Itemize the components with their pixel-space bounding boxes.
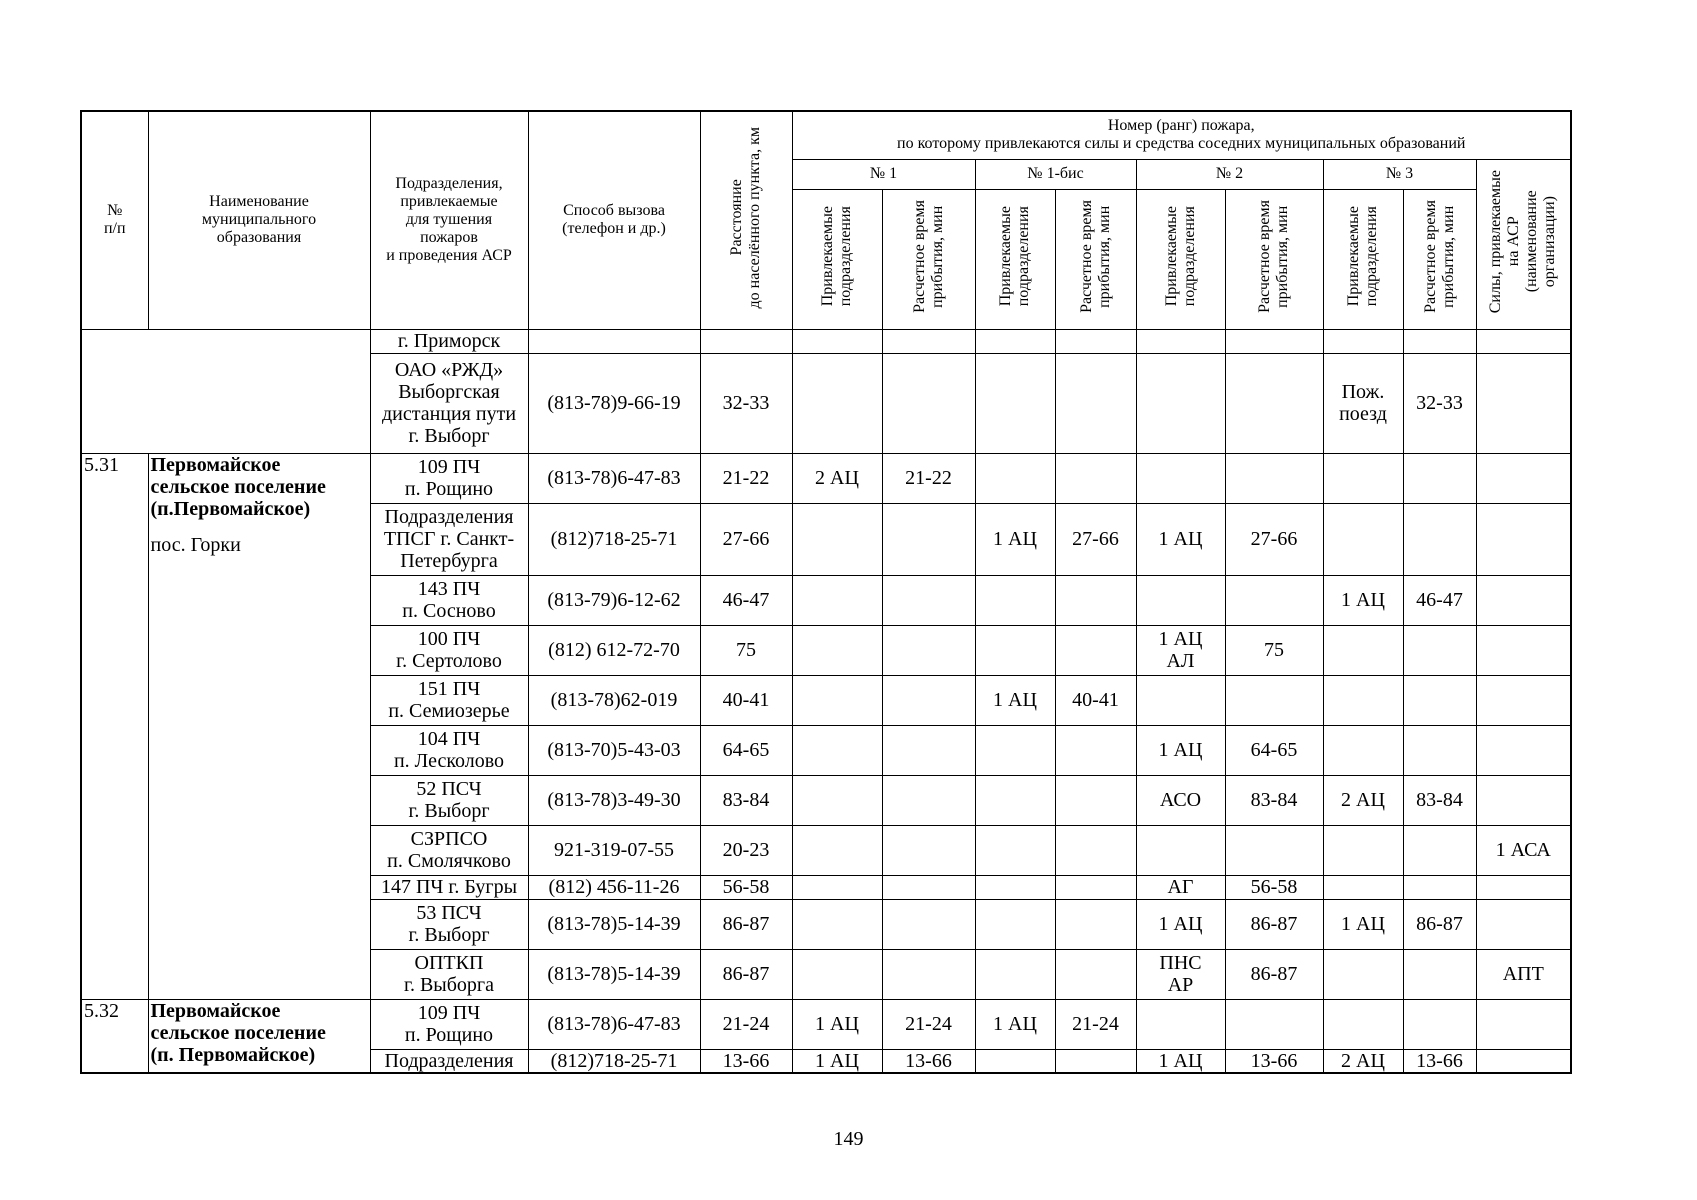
rank1bis-units-cell <box>975 453 1055 503</box>
asr-text: 1 АСА <box>1495 839 1551 861</box>
rank2-time-cell <box>1225 999 1323 1049</box>
header-rank-2-units: Привлекаемые подразделения <box>1136 189 1225 329</box>
rank2-units-text: 1 АЦ <box>1158 528 1203 550</box>
rank1-time-cell <box>882 825 975 875</box>
rank1bis-time-cell <box>1055 825 1136 875</box>
rank1bis-units-cell <box>975 353 1055 453</box>
rank2-units-text: 1 АЦ АЛ <box>1158 628 1203 672</box>
rank3-units-cell <box>1323 625 1403 675</box>
header-rank-1-time: Расчетное время прибытия, мин <box>882 189 975 329</box>
rank2-time-text: 86-87 <box>1250 963 1298 985</box>
rank1-time-cell <box>882 899 975 949</box>
rank2-units-text: 1 АЦ <box>1158 1049 1203 1072</box>
rank1bis-units-cell <box>975 625 1055 675</box>
header-rank-1bis: № 1-бис <box>975 159 1136 189</box>
header-units: Подразделения, привлекаемые для тушения пожаров и проведения АСР <box>370 111 528 329</box>
header-rank-1bis-time: Расчетное время прибытия, мин <box>1055 189 1136 329</box>
phone-text: (813-78)6-47-83 <box>547 467 681 489</box>
unit-text: 109 ПЧ п. Рощино <box>404 456 494 500</box>
distance-cell <box>700 675 792 725</box>
unit-text: 100 ПЧ г. Сертолово <box>396 628 502 672</box>
asr-cell <box>1476 999 1571 1049</box>
header-num: № п/п <box>81 111 148 329</box>
rank2-time-cell <box>1225 825 1323 875</box>
rank1-time-text: 13-66 <box>905 1049 952 1072</box>
rank3-time-text: 86-87 <box>1416 913 1463 935</box>
phone-cell <box>528 999 700 1049</box>
rank1-time-cell <box>882 329 975 353</box>
asr-cell <box>1476 899 1571 949</box>
rank2-units-cell <box>1136 675 1225 725</box>
asr-cell <box>1476 949 1571 999</box>
header-rank-1-units: Привлекаемые подразделения <box>792 189 882 329</box>
phone-cell <box>528 625 700 675</box>
asr-cell <box>1476 453 1571 503</box>
rank2-time-cell <box>1225 949 1323 999</box>
header-call-method: Способ вызова (телефон и др.) <box>528 111 700 329</box>
rank1-time-cell <box>882 675 975 725</box>
phone-cell <box>528 575 700 625</box>
rank2-time-cell <box>1225 575 1323 625</box>
header-distance: Расстояние до населённого пункта, км <box>700 111 792 329</box>
asr-cell <box>1476 775 1571 825</box>
rank3-time-cell <box>1403 899 1476 949</box>
distance-cell <box>700 999 792 1049</box>
unit-text: ОАО «РЖД» Выборгская дистанция пути г. Выборг <box>381 359 517 447</box>
rank1-units-cell <box>792 725 882 775</box>
distance-text: 21-22 <box>722 467 770 489</box>
unit-cell <box>370 353 528 453</box>
rank2-time-cell <box>1225 725 1323 775</box>
rank1bis-units-cell <box>975 999 1055 1049</box>
rank3-time-cell <box>1403 625 1476 675</box>
rank2-units-cell <box>1136 825 1225 875</box>
phone-cell <box>528 1049 700 1073</box>
unit-cell <box>370 575 528 625</box>
asr-cell <box>1476 825 1571 875</box>
rank1bis-time-cell <box>1055 775 1136 825</box>
rank2-time-cell <box>1225 503 1323 575</box>
unit-text: СЗРПСО п. Смолячково <box>387 828 511 872</box>
rank1bis-time-text: 27-66 <box>1072 528 1119 550</box>
table-row <box>81 329 1571 353</box>
rank2-units-cell <box>1136 503 1225 575</box>
asr-cell <box>1476 875 1571 899</box>
rank3-units-cell <box>1323 453 1403 503</box>
rank1bis-time-cell <box>1055 725 1136 775</box>
rank2-time-text: 83-84 <box>1250 789 1298 811</box>
municipality-cell <box>148 999 370 1073</box>
rank3-units-text: Пож. поезд <box>1339 381 1387 425</box>
rank2-time-text: 75 <box>1264 639 1284 661</box>
rank3-units-cell <box>1323 503 1403 575</box>
rank3-time-cell <box>1403 503 1476 575</box>
distance-text: 75 <box>736 639 756 661</box>
header-rank-1bis-units: Привлекаемые подразделения <box>975 189 1055 329</box>
unit-cell <box>370 625 528 675</box>
phone-text: (812)718-25-71 <box>550 1049 678 1072</box>
distance-cell <box>700 725 792 775</box>
rank1bis-units-cell <box>975 503 1055 575</box>
unit-text: 104 ПЧ п. Лесколово <box>393 728 505 772</box>
rank3-time-cell <box>1403 453 1476 503</box>
rank1-units-cell <box>792 775 882 825</box>
distance-text: 13-66 <box>722 1049 770 1072</box>
phone-cell <box>528 675 700 725</box>
rank1-units-cell <box>792 329 882 353</box>
rank3-time-text: 32-33 <box>1416 392 1463 414</box>
distance-cell <box>700 775 792 825</box>
rank1bis-time-cell <box>1055 353 1136 453</box>
phone-text: (813-78)6-47-83 <box>547 1013 681 1035</box>
rank2-time-cell <box>1225 453 1323 503</box>
rank1-units-cell <box>792 999 882 1049</box>
distance-text: 40-41 <box>722 689 770 711</box>
rank3-units-cell <box>1323 775 1403 825</box>
asr-cell <box>1476 329 1571 353</box>
rank1bis-time-cell <box>1055 875 1136 899</box>
rank2-time-cell <box>1225 875 1323 899</box>
rank1-units-cell <box>792 899 882 949</box>
rank1-units-cell <box>792 625 882 675</box>
rank3-time-cell <box>1403 949 1476 999</box>
rank2-units-text: 1 АЦ <box>1158 739 1203 761</box>
rank1-time-text: 21-22 <box>905 467 952 489</box>
rank1-units-cell <box>792 453 882 503</box>
distance-text: 21-24 <box>722 1013 770 1035</box>
rank2-units-cell <box>1136 329 1225 353</box>
rank2-units-cell <box>1136 999 1225 1049</box>
asr-cell <box>1476 503 1571 575</box>
unit-cell <box>370 725 528 775</box>
rank3-units-cell <box>1323 329 1403 353</box>
asr-text: АПТ <box>1502 963 1544 985</box>
rank1bis-units-text: 1 АЦ <box>993 689 1037 711</box>
rank1bis-units-cell <box>975 825 1055 875</box>
rank2-time-cell <box>1225 353 1323 453</box>
phone-text: (813-79)6-12-62 <box>547 589 681 611</box>
rank3-time-cell <box>1403 999 1476 1049</box>
rank3-units-text: 2 АЦ <box>1341 789 1385 811</box>
rank1bis-time-cell <box>1055 899 1136 949</box>
rank2-time-text: 64-65 <box>1250 739 1298 761</box>
rank3-units-text: 2 АЦ <box>1341 1049 1385 1072</box>
distance-text: 86-87 <box>722 913 770 935</box>
rank2-time-cell <box>1225 329 1323 353</box>
rank2-units-text: АСО <box>1159 789 1202 811</box>
rank2-units-cell <box>1136 575 1225 625</box>
unit-text: 143 ПЧ п. Сосново <box>402 578 496 622</box>
phone-cell <box>528 329 700 353</box>
rank1bis-units-cell <box>975 775 1055 825</box>
unit-text: 52 ПСЧ г. Выборг <box>408 778 490 822</box>
table-row <box>81 453 1571 503</box>
rank1bis-units-cell <box>975 949 1055 999</box>
municipality-name: Первомайское сельское поселение (п.Первомайское) <box>150 453 326 520</box>
rank2-units-cell <box>1136 453 1225 503</box>
rank2-time-text: 13-66 <box>1250 1049 1298 1072</box>
distance-text: 32-33 <box>722 392 770 414</box>
rank2-units-cell <box>1136 353 1225 453</box>
rank1bis-time-cell <box>1055 503 1136 575</box>
rank3-time-cell <box>1403 675 1476 725</box>
distance-cell <box>700 875 792 899</box>
phone-cell <box>528 725 700 775</box>
rank3-units-cell <box>1323 875 1403 899</box>
distance-text: 27-66 <box>722 528 770 550</box>
rank3-units-cell <box>1323 899 1403 949</box>
rank2-time-cell <box>1225 625 1323 675</box>
rank1bis-time-cell <box>1055 575 1136 625</box>
municipality-name: Первомайское сельское поселение (п. Первомайское) <box>150 999 326 1066</box>
rank1-units-cell <box>792 875 882 899</box>
rank1-time-cell <box>882 625 975 675</box>
unit-cell <box>370 825 528 875</box>
unit-text: Подразделения ТПСГ г. Санкт- Петербурга <box>383 506 515 572</box>
header-municipality: Наименование муниципального образования <box>148 111 370 329</box>
distance-cell <box>700 503 792 575</box>
distance-cell <box>700 575 792 625</box>
rank2-units-cell <box>1136 1049 1225 1073</box>
rank2-time-cell <box>1225 675 1323 725</box>
rank1bis-units-text: 1 АЦ <box>993 528 1037 550</box>
phone-text: (813-78)3-49-30 <box>547 789 681 811</box>
municipality-cell <box>148 453 370 999</box>
rank1bis-units-text: 1 АЦ <box>993 1013 1037 1035</box>
table-row <box>81 999 1571 1049</box>
asr-cell <box>1476 575 1571 625</box>
phone-text: (812)718-25-71 <box>550 528 678 550</box>
rank3-time-cell <box>1403 329 1476 353</box>
rank3-units-cell <box>1323 675 1403 725</box>
phone-cell <box>528 875 700 899</box>
distance-text: 56-58 <box>722 876 770 898</box>
unit-text: г. Приморск <box>397 330 501 352</box>
phone-cell <box>528 825 700 875</box>
header-rank-title: Номер (ранг) пожара, по которому привлекаются силы и средства соседних муниципальных образований <box>792 111 1571 159</box>
header-rank-3-units: Привлекаемые подразделения <box>1323 189 1403 329</box>
unit-text: 53 ПСЧ г. Выборг <box>408 902 490 946</box>
phone-text: (812) 612-72-70 <box>548 639 680 661</box>
unit-text: Подразделения <box>384 1049 514 1072</box>
rank2-units-cell <box>1136 875 1225 899</box>
settlement-name: пос. Горки <box>150 533 241 556</box>
rank1bis-time-text: 40-41 <box>1072 689 1119 711</box>
header-rank-3-time: Расчетное время прибытия, мин <box>1403 189 1476 329</box>
rank1bis-units-cell <box>975 329 1055 353</box>
phone-text: (813-78)5-14-39 <box>547 963 681 985</box>
rank2-units-cell <box>1136 775 1225 825</box>
rank3-units-cell <box>1323 1049 1403 1073</box>
rank3-time-cell <box>1403 575 1476 625</box>
rank1bis-units-cell <box>975 875 1055 899</box>
rank1-time-cell <box>882 775 975 825</box>
unit-cell <box>370 775 528 825</box>
unit-cell <box>370 329 528 353</box>
rank1-units-cell <box>792 949 882 999</box>
rank3-units-cell <box>1323 999 1403 1049</box>
rank1bis-time-cell <box>1055 625 1136 675</box>
unit-cell <box>370 503 528 575</box>
phone-text: (813-78)5-14-39 <box>547 913 681 935</box>
distance-cell <box>700 1049 792 1073</box>
distance-cell <box>700 625 792 675</box>
unit-cell <box>370 949 528 999</box>
continuation-cell <box>81 329 370 453</box>
rank2-units-text: 1 АЦ <box>1158 913 1203 935</box>
asr-cell <box>1476 353 1571 453</box>
unit-text: 147 ПЧ г. Бугры <box>380 876 517 898</box>
rank3-units-cell <box>1323 825 1403 875</box>
rank2-units-text: ПНС АР <box>1159 952 1202 996</box>
rank3-units-cell <box>1323 353 1403 453</box>
header-rank-1: № 1 <box>792 159 975 189</box>
asr-cell <box>1476 675 1571 725</box>
rank1-time-cell <box>882 725 975 775</box>
rank2-time-text: 86-87 <box>1250 913 1298 935</box>
rank1-units-cell <box>792 825 882 875</box>
distance-text: 83-84 <box>722 789 770 811</box>
unit-cell <box>370 875 528 899</box>
rank3-time-cell <box>1403 825 1476 875</box>
distance-cell <box>700 949 792 999</box>
rank1bis-units-cell <box>975 725 1055 775</box>
rank1bis-time-cell <box>1055 453 1136 503</box>
unit-cell <box>370 453 528 503</box>
rank2-time-cell <box>1225 899 1323 949</box>
rank3-time-cell <box>1403 875 1476 899</box>
rank3-units-cell <box>1323 949 1403 999</box>
rank1-time-cell <box>882 503 975 575</box>
rank1-time-cell <box>882 999 975 1049</box>
phone-cell <box>528 503 700 575</box>
rank1bis-units-cell <box>975 575 1055 625</box>
page-number: 149 <box>833 1128 864 1150</box>
rank1bis-time-cell <box>1055 1049 1136 1073</box>
fire-resources-table <box>80 110 1572 1074</box>
rank1bis-time-text: 21-24 <box>1072 1013 1119 1035</box>
phone-cell <box>528 949 700 999</box>
rank2-time-cell <box>1225 1049 1323 1073</box>
unit-text: 151 ПЧ п. Семиозерье <box>388 678 510 722</box>
phone-cell <box>528 453 700 503</box>
header-asr-forces: Силы, привлекаемые на АСР (наименование организации) <box>1476 159 1571 329</box>
phone-text: (812) 456-11-26 <box>548 876 680 898</box>
unit-cell <box>370 999 528 1049</box>
rank1bis-units-cell <box>975 675 1055 725</box>
distance-cell <box>700 899 792 949</box>
rank3-units-cell <box>1323 725 1403 775</box>
rank2-units-cell <box>1136 949 1225 999</box>
rank1-units-cell <box>792 503 882 575</box>
rank2-units-text: АГ <box>1167 876 1194 898</box>
rank3-time-cell <box>1403 725 1476 775</box>
rank1-units-text: 1 АЦ <box>815 1049 859 1072</box>
rank3-time-cell <box>1403 1049 1476 1073</box>
asr-cell <box>1476 1049 1571 1073</box>
rank1bis-units-cell <box>975 899 1055 949</box>
distance-cell <box>700 453 792 503</box>
rank1-time-text: 21-24 <box>905 1013 952 1035</box>
rank2-units-cell <box>1136 625 1225 675</box>
rank2-time-cell <box>1225 775 1323 825</box>
rank3-units-text: 1 АЦ <box>1341 589 1385 611</box>
asr-cell <box>1476 725 1571 775</box>
unit-text: ОПТКП г. Выборга <box>404 952 494 996</box>
unit-cell <box>370 1049 528 1073</box>
distance-cell <box>700 353 792 453</box>
unit-cell <box>370 675 528 725</box>
rank2-units-cell <box>1136 725 1225 775</box>
phone-cell <box>528 899 700 949</box>
phone-text: (813-78)9-66-19 <box>547 392 681 414</box>
phone-text: (813-70)5-43-03 <box>547 739 681 761</box>
rank1-time-cell <box>882 949 975 999</box>
unit-cell <box>370 899 528 949</box>
rank3-time-cell <box>1403 775 1476 825</box>
rank1-time-cell <box>882 453 975 503</box>
rank1-units-text: 2 АЦ <box>815 467 859 489</box>
distance-text: 86-87 <box>722 963 770 985</box>
distance-cell <box>700 329 792 353</box>
unit-text: 109 ПЧ п. Рощино <box>404 1002 494 1046</box>
rank1-time-cell <box>882 1049 975 1073</box>
distance-cell <box>700 825 792 875</box>
distance-text: 64-65 <box>722 739 770 761</box>
rank1-units-cell <box>792 1049 882 1073</box>
header-rank-2-time: Расчетное время прибытия, мин <box>1225 189 1323 329</box>
rank1bis-time-cell <box>1055 949 1136 999</box>
phone-text: (813-78)62-019 <box>550 689 678 711</box>
header-rank-3: № 3 <box>1323 159 1476 189</box>
rank1-time-cell <box>882 353 975 453</box>
phone-cell <box>528 353 700 453</box>
group-number: 5.32 <box>81 999 148 1073</box>
rank1-units-cell <box>792 575 882 625</box>
asr-cell <box>1476 625 1571 675</box>
rank1-units-text: 1 АЦ <box>815 1013 859 1035</box>
rank2-time-text: 27-66 <box>1250 528 1298 550</box>
rank1-time-cell <box>882 575 975 625</box>
phone-cell <box>528 775 700 825</box>
rank1-time-cell <box>882 875 975 899</box>
rank1-units-cell <box>792 675 882 725</box>
distance-text: 46-47 <box>722 589 770 611</box>
rank1bis-units-cell <box>975 1049 1055 1073</box>
rank1bis-time-cell <box>1055 329 1136 353</box>
phone-text: 921-319-07-55 <box>554 839 674 861</box>
group-number: 5.31 <box>81 453 148 999</box>
rank3-time-text: 13-66 <box>1416 1049 1463 1072</box>
rank3-units-cell <box>1323 575 1403 625</box>
rank3-time-cell <box>1403 353 1476 453</box>
rank1-units-cell <box>792 353 882 453</box>
rank1bis-time-cell <box>1055 999 1136 1049</box>
rank3-time-text: 83-84 <box>1416 789 1463 811</box>
distance-text: 20-23 <box>722 839 770 861</box>
rank2-units-cell <box>1136 899 1225 949</box>
rank1bis-time-cell <box>1055 675 1136 725</box>
rank3-units-text: 1 АЦ <box>1341 913 1385 935</box>
rank3-time-text: 46-47 <box>1416 589 1463 611</box>
rank2-time-text: 56-58 <box>1250 876 1298 898</box>
header-rank-2: № 2 <box>1136 159 1323 189</box>
